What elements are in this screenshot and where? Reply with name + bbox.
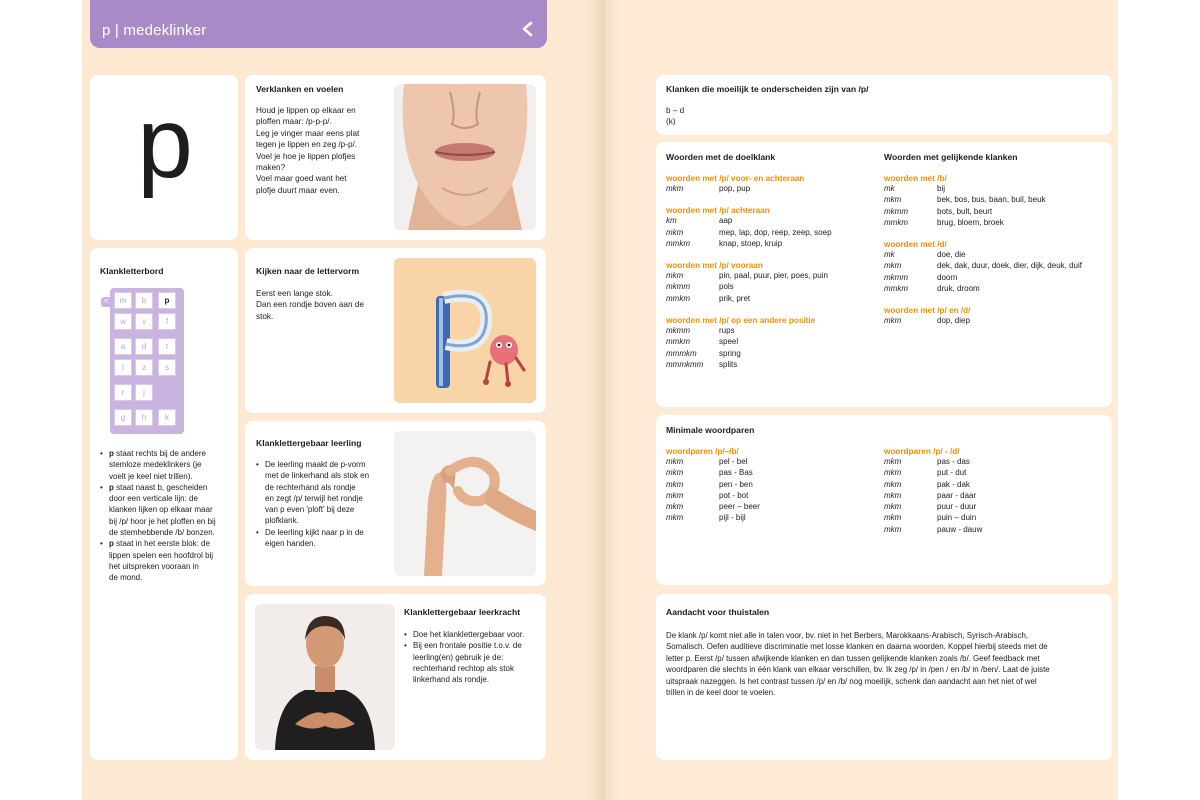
pattern: mkm: [884, 261, 902, 271]
section-heading: woorden met /d/: [884, 240, 947, 250]
key-r[interactable]: r: [114, 384, 132, 401]
gelijkend-lists: [884, 174, 1109, 327]
text-line: Voel maar goed want het: [256, 174, 347, 184]
words: doe, die: [937, 250, 966, 260]
section-heading: woorden met /p/ en /d/: [884, 306, 971, 316]
word-row: [884, 490, 1094, 501]
word-row: [666, 281, 876, 292]
words: dop, diep: [937, 316, 970, 326]
text-line: staat rechts bij de andere: [113, 449, 206, 458]
text-line: het uitspreken vooraan in: [109, 561, 199, 571]
words: knap, stoep, kruip: [719, 238, 783, 248]
words: pijl - bijl: [719, 513, 746, 523]
pattern: mkmm: [884, 272, 908, 282]
words: dek, dak, duur, doek, dier, dijk, deuk, duif: [937, 261, 1082, 271]
words: aap: [719, 216, 733, 226]
key-k[interactable]: k: [158, 409, 176, 426]
pattern: mmkm: [666, 238, 690, 248]
words: pas - das: [937, 457, 970, 466]
pattern: mkm: [666, 490, 684, 500]
text-line: • De leerling kijkt naar p in de: [265, 527, 364, 537]
page-header: [90, 0, 547, 48]
text-line: b – d: [666, 106, 685, 115]
word-row: [884, 249, 1109, 260]
word-row: [884, 467, 1094, 478]
pattern: mkm: [884, 524, 902, 534]
words: pen - ben: [719, 479, 753, 489]
moeilijk-text: [666, 105, 684, 128]
word-row: [666, 467, 876, 478]
text-line: trillen in de keel door te voelen.: [666, 688, 776, 698]
text-line: de stemhebbende /b/ bonzen.: [109, 528, 215, 538]
text-line: plofklank.: [265, 516, 299, 526]
section-heading: woorden met /p/ achteraan: [666, 206, 770, 216]
words: pas - Bas: [719, 468, 753, 478]
words: pel - bel: [719, 457, 748, 466]
text-line: maken?: [256, 163, 286, 173]
gebaar-leerkracht-title: Klanklettergebaar leerkracht: [404, 607, 521, 617]
words: prik, pret: [719, 293, 751, 303]
word-row: [666, 501, 876, 512]
key-b[interactable]: b: [135, 292, 153, 309]
word-row: [884, 217, 1109, 228]
word-row: [884, 315, 1109, 326]
gebaar-leerkracht-card: [245, 594, 546, 760]
doelklank-lists: [666, 174, 876, 370]
words: pop, pup: [719, 184, 751, 193]
text-line: woordparen die slechts in één klank van elkaar verschillen, bv. Ik zeg /p/ in /pen / en /b/ in /ben/. Laat de juiste: [666, 665, 1050, 675]
word-row: [666, 325, 876, 336]
gebaar-leerling-title: Klanklettergebaar leerling: [256, 438, 362, 448]
text-line: plofje duurt maar even.: [256, 185, 340, 195]
pattern: mk: [884, 184, 895, 193]
big-letter: p: [137, 87, 193, 199]
text-line: lippen spelen een hoofdrol bij: [109, 550, 214, 560]
key-m[interactable]: m: [114, 292, 132, 309]
gelijkend-title: Woorden met gelijkende klanken: [884, 152, 1018, 162]
pattern: mkmm: [884, 206, 908, 216]
section-heading: woorden met /b/: [884, 174, 947, 183]
bold-letter: p: [109, 482, 114, 492]
page-title: p | medeklinker: [102, 22, 207, 39]
bullet-item: [404, 640, 544, 685]
lettervorm-title: Kijken naar de lettervorm: [256, 266, 360, 276]
pattern: mmmkmm: [666, 359, 704, 369]
key-t[interactable]: t: [158, 338, 176, 355]
bullet-item: [256, 527, 401, 550]
pattern: mkm: [666, 184, 684, 193]
text-line: van p even 'ploft' bij deze: [265, 505, 355, 515]
words: spring: [719, 348, 741, 358]
word-row: [666, 359, 876, 370]
words: pot - bot: [719, 490, 749, 500]
word-row: [666, 293, 876, 304]
text-line: de mond.: [109, 573, 143, 583]
pattern: mkm: [884, 457, 902, 466]
words: pin, paal, puur, pier, poes, puin: [719, 271, 828, 281]
words: puur - duur: [937, 502, 977, 512]
word-row: [884, 524, 1094, 535]
teacher-photo: [255, 604, 395, 750]
key-z[interactable]: z: [135, 359, 153, 376]
pattern: mkm: [884, 195, 902, 205]
key-p[interactable]: p: [158, 292, 176, 309]
text-line: door een verticale lijn: de: [109, 494, 198, 504]
words: druk, droom: [937, 284, 980, 294]
word-row: [666, 270, 876, 281]
bold-letter: p: [109, 539, 114, 549]
word-row: [666, 456, 876, 467]
text-line: Eerst een lange stok.: [256, 289, 333, 298]
thuistalen-title: Aandacht voor thuistalen: [666, 607, 770, 617]
word-row: [666, 183, 876, 194]
pattern: mkm: [884, 468, 902, 478]
text-line: en zegt /p/ terwijl het rondje: [265, 493, 363, 503]
word-row: [884, 283, 1109, 294]
book-gutter: [588, 0, 618, 800]
pattern: mkm: [666, 271, 684, 281]
word-row: [884, 272, 1109, 283]
gebaar-leerling-card: [245, 421, 546, 586]
letter-board: [110, 288, 184, 434]
word-row: [884, 206, 1109, 217]
text-line: voelt je keel niet trillen).: [109, 471, 193, 481]
gebaar-leerling-bullets: [256, 459, 401, 549]
text-line: • De leerling maakt de p-vorm: [265, 460, 366, 469]
text-line: tegen je lippen en zeg /p-p/.: [256, 140, 358, 150]
pattern: km: [666, 216, 677, 226]
bold-letter: p: [109, 449, 114, 458]
pattern: mmkm: [884, 217, 908, 227]
thuistalen-text: [666, 630, 1108, 698]
key-h[interactable]: h: [135, 409, 153, 426]
board-tab[interactable]: <: [101, 297, 111, 307]
text-line: Leg je vinger maar eens plat: [256, 128, 360, 138]
text-line: ploffen maar: /p-p-p/.: [256, 117, 332, 127]
text-line: linkerhand als rondje.: [413, 675, 490, 685]
verklanken-card: [245, 75, 546, 240]
words: mep, lap, dop, reep, zeep, soep: [719, 227, 832, 237]
text-line: De klank /p/ komt niet alle in talen voor, bv. niet in het Berbers, Marokkaans-Arabisch, Syrisch-Arabisch,: [666, 631, 1029, 640]
lips-photo: [394, 84, 536, 230]
pattern: mkm: [666, 513, 684, 523]
text-line: staat in het eerste blok: de: [113, 539, 210, 549]
word-row: [884, 479, 1094, 490]
text-line: staat naast b, gescheiden: [113, 482, 208, 492]
pattern: mkm: [666, 457, 684, 466]
pattern: mkm: [884, 479, 902, 489]
text-line: Somalisch. Oefen auditieve discriminatie met losse klanken en daarna woorden. Koppel hierbij steeds met de: [666, 642, 1048, 652]
klankletterbord-title: Klankletterbord: [100, 266, 164, 276]
text-line: met de linkerhand als stok en: [265, 471, 370, 481]
verklanken-title: Verklanken en voelen: [256, 84, 344, 94]
pattern: mkm: [666, 227, 684, 237]
words: doorn: [937, 272, 958, 282]
text-line: (k): [666, 117, 676, 127]
key-w[interactable]: w: [114, 313, 132, 330]
bullet-item: [100, 482, 235, 538]
section-heading: woorden met /p/ op een andere positie: [666, 316, 816, 326]
moeilijk-title: Klanken die moeilijk te onderscheiden zijn van /p/: [666, 84, 869, 94]
minimale-right-list: [884, 447, 1094, 535]
bullet-item: [404, 629, 544, 640]
pattern: mkm: [666, 479, 684, 489]
words: bek, bos, bus, baan, buil, beuk: [937, 195, 1046, 205]
hand-gesture-photo: [394, 431, 536, 576]
words: brug, bloem, broek: [937, 217, 1004, 227]
word-row: [666, 479, 876, 490]
words: rups: [719, 326, 735, 336]
thuistalen-card: [656, 594, 1112, 760]
key-v[interactable]: v: [135, 313, 153, 330]
word-row: [666, 348, 876, 359]
minimale-left-list: [666, 447, 876, 524]
chevron-left-icon[interactable]: [519, 20, 537, 38]
text-line: de rechterhand als rondje: [265, 482, 356, 492]
words: pauw - dauw: [937, 524, 983, 534]
words: pols: [719, 282, 734, 292]
key-s[interactable]: s: [158, 359, 176, 376]
text-line: letter p. Eerst /p/ tussen afwijkende klanken en dan tussen gelijkende klanken zoals /b/. Geef feedback met: [666, 653, 1040, 663]
word-row: [884, 194, 1109, 205]
text-line: eigen handen.: [265, 539, 316, 549]
lettervorm-text: [256, 288, 396, 322]
bullet-item: [100, 448, 235, 482]
pattern: mkm: [666, 468, 684, 478]
words: paar - daar: [937, 490, 977, 500]
pattern: mkm: [884, 513, 902, 523]
klankletterbord-bullets: [100, 448, 235, 584]
key-l[interactable]: l: [114, 359, 132, 376]
text-line: stemloze medeklinkers (je: [109, 460, 202, 470]
text-line: stok.: [256, 311, 274, 321]
letter-p-illustration: [394, 258, 536, 403]
moeilijk-card: [656, 75, 1112, 135]
verklanken-text: [256, 105, 396, 196]
word-row: [884, 260, 1109, 271]
key-d[interactable]: d: [135, 338, 153, 355]
gebaar-leerkracht-bullets: [404, 629, 544, 685]
section-heading: woordparen /p/–/b/: [666, 447, 739, 456]
text-line: Dan een rondje boven aan de: [256, 300, 364, 310]
pattern: mkmm: [666, 326, 690, 336]
text-line: leerling(en) gebruik je de:: [413, 652, 504, 662]
word-row: [666, 227, 876, 238]
pattern: mk: [884, 250, 895, 260]
pattern: mkmm: [666, 282, 690, 292]
text-line: • Bij een frontale positie t.o.v. de: [413, 641, 522, 651]
key-j[interactable]: j: [135, 384, 153, 401]
pattern: mkm: [884, 502, 902, 512]
minimale-card: [656, 415, 1112, 585]
lettervorm-card: [245, 248, 546, 413]
pattern: mkm: [884, 316, 902, 326]
bullet-item: [256, 459, 401, 527]
text-line: klanken lijken op elkaar maar: [109, 505, 213, 515]
bullet-item: [100, 538, 235, 583]
key-f[interactable]: f: [158, 313, 176, 330]
words: bij: [937, 184, 946, 193]
words: peer – beer: [719, 502, 760, 512]
word-row: [884, 456, 1094, 467]
word-row: [666, 336, 876, 347]
word-row: [666, 490, 876, 501]
words: speel: [719, 337, 739, 347]
key-g[interactable]: g: [114, 409, 132, 426]
text-line: bij /p/ hoor je het ploffen en bij: [109, 516, 216, 526]
letter-card: [90, 75, 238, 240]
section-heading: woorden met /p/ vooraan: [666, 261, 763, 271]
pattern: mmmkm: [666, 348, 697, 358]
words: put - dut: [937, 468, 967, 478]
doelklank-title: Woorden met de doelklank: [666, 152, 776, 162]
word-row: [666, 215, 876, 226]
word-row: [884, 512, 1094, 523]
minimale-title: Minimale woordparen: [666, 425, 755, 435]
section-heading: woordparen /p/ - /d/: [884, 447, 960, 456]
section-heading: woorden met /p/ voor- en achteraan: [666, 174, 805, 183]
pattern: mmkm: [666, 293, 690, 303]
text-line: uitspraak nazeggen. Is het contrast tussen /p/ en /b/ nog moeilijk, schenk dan aandacht aan het niet of wel: [666, 676, 1037, 686]
pattern: mmkm: [666, 337, 690, 347]
words: splits: [719, 359, 738, 369]
text-line: Houd je lippen op elkaar en: [256, 106, 356, 115]
klankletterbord-card: [90, 248, 238, 760]
words: bots, bult, beurt: [937, 206, 993, 216]
pattern: mkm: [666, 502, 684, 512]
text-line: • Doe het klanklettergebaar voor.: [413, 630, 525, 639]
text-line: rechterhand rechtop als stok: [413, 663, 514, 673]
word-row: [666, 238, 876, 249]
key-a[interactable]: a: [114, 338, 132, 355]
word-row: [884, 183, 1109, 194]
words: puin – duin: [937, 513, 977, 523]
word-row: [666, 512, 876, 523]
pattern: mmkm: [884, 284, 908, 294]
word-row: [884, 501, 1094, 512]
woorden-card: [656, 142, 1112, 407]
text-line: Voel je hoe je lippen plofjes: [256, 151, 356, 161]
pattern: mkm: [884, 490, 902, 500]
words: pak - dak: [937, 479, 970, 489]
